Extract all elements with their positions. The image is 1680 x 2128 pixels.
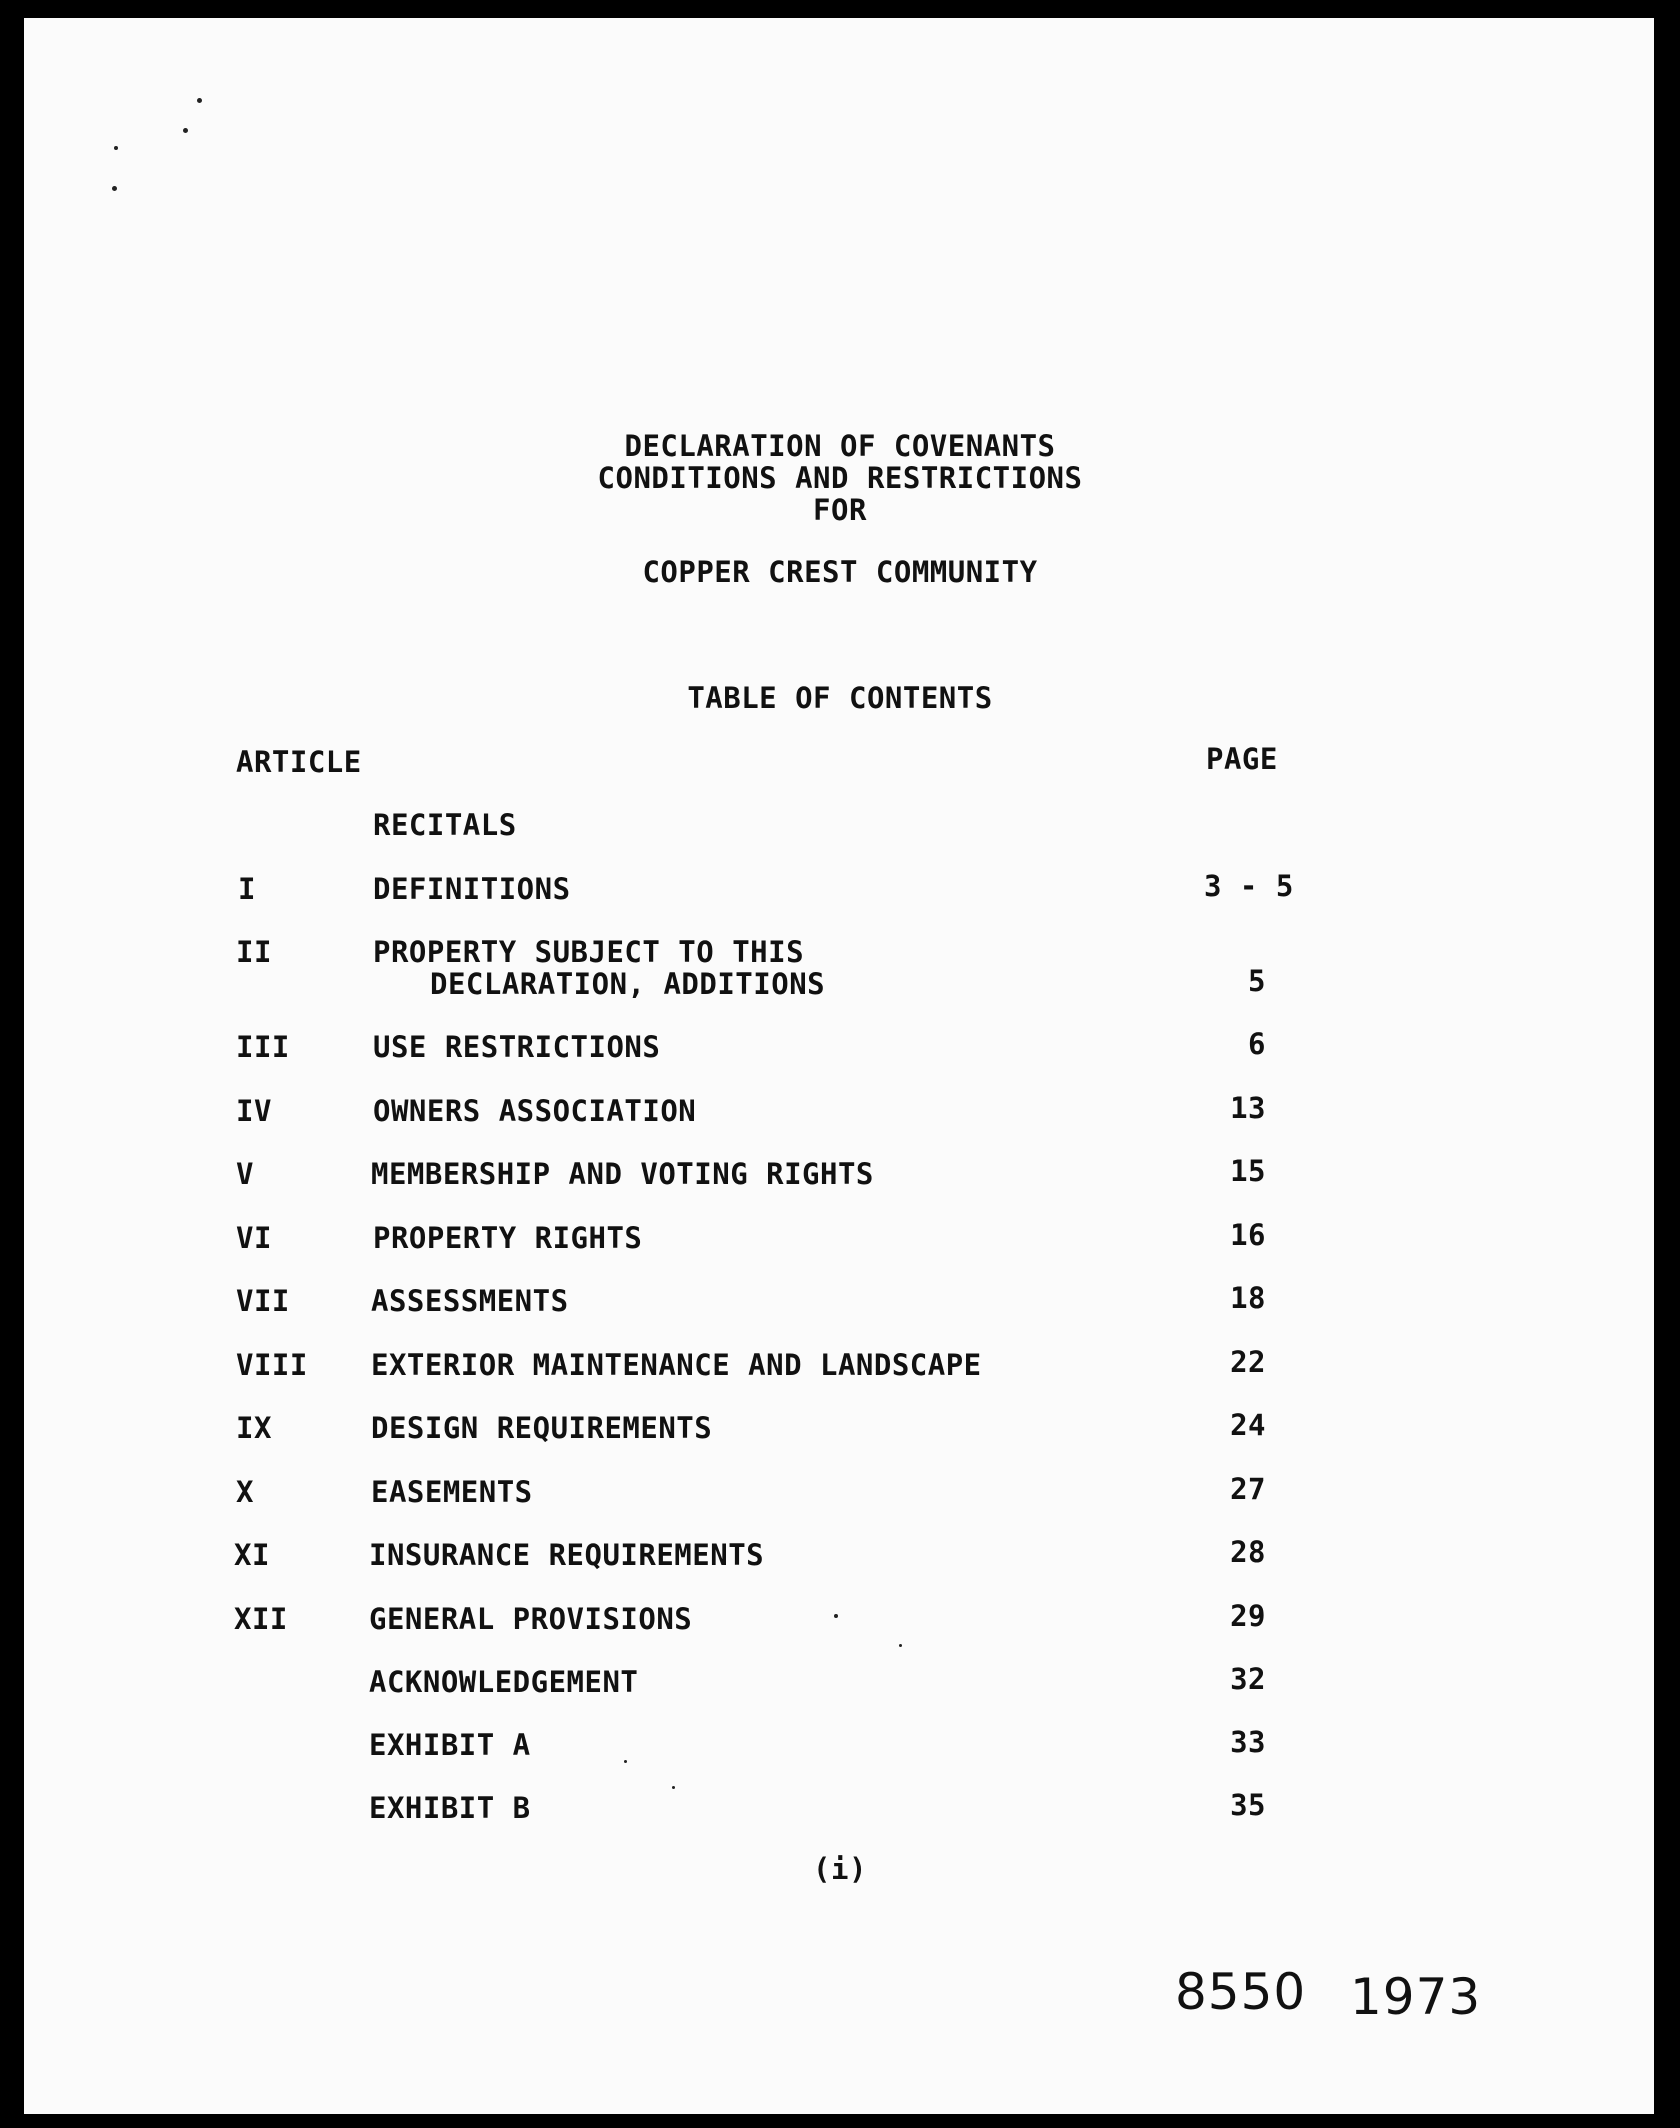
toc-entry-title: DESIGN REQUIREMENTS <box>371 1411 713 1445</box>
toc-entry-title: DEFINITIONS <box>373 872 571 906</box>
toc-entry-page: 29 <box>1230 1599 1266 1633</box>
toc-entry-page: 32 <box>1230 1662 1266 1696</box>
toc-entry-page: 22 <box>1230 1345 1266 1379</box>
toc-entry-title: EXHIBIT B <box>369 1791 531 1825</box>
toc-entry-article: IV <box>236 1094 272 1128</box>
toc-entry-title: PROPERTY RIGHTS <box>373 1221 643 1255</box>
toc-entry-title: PROPERTY SUBJECT TO THIS <box>373 935 805 969</box>
toc-entry-title: ASSESSMENTS <box>371 1284 569 1318</box>
toc-entry-title: ACKNOWLEDGEMENT <box>369 1665 639 1699</box>
toc-entry-page: 13 <box>1230 1091 1266 1125</box>
scan-speck <box>672 1786 675 1789</box>
toc-entry-page: 15 <box>1230 1154 1266 1188</box>
toc-entry-title: GENERAL PROVISIONS <box>369 1602 693 1636</box>
toc-entry-page: 16 <box>1230 1218 1266 1252</box>
toc-entry-article: XI <box>234 1538 270 1572</box>
stamp-number-right: 1973 <box>1350 1968 1482 2026</box>
toc-entry-article: III <box>236 1030 290 1064</box>
toc-entry-title: RECITALS <box>373 808 517 842</box>
toc-entry-title: INSURANCE REQUIREMENTS <box>369 1538 765 1572</box>
toc-entry-page: 6 <box>1248 1027 1266 1061</box>
toc-entry-title: EXHIBIT A <box>369 1728 531 1762</box>
community-name: COPPER CREST COMMUNITY <box>642 555 1038 589</box>
toc-entry-title: USE RESTRICTIONS <box>373 1030 661 1064</box>
toc-entry-article: XII <box>234 1602 288 1636</box>
column-header-page: PAGE <box>1206 742 1278 776</box>
toc-entry-article: VI <box>236 1221 272 1255</box>
toc-entry-title: MEMBERSHIP AND VOTING RIGHTS <box>371 1157 874 1191</box>
scan-speck <box>114 146 118 150</box>
toc-entry-article: I <box>238 872 256 906</box>
title-line-1: DECLARATION OF COVENANTS <box>624 429 1056 463</box>
toc-entry-page: 33 <box>1230 1725 1266 1759</box>
scan-speck <box>624 1760 627 1763</box>
toc-entry-page: 24 <box>1230 1408 1266 1442</box>
toc-entry-title: OWNERS ASSOCIATION <box>373 1094 697 1128</box>
toc-entry-article: VII <box>236 1284 290 1318</box>
toc-entry-title: EASEMENTS <box>371 1475 533 1509</box>
page-number: (i) <box>813 1852 867 1886</box>
toc-entry-title-continued: DECLARATION, ADDITIONS <box>430 967 826 1001</box>
toc-entry-article: VIII <box>236 1348 308 1382</box>
toc-heading: TABLE OF CONTENTS <box>687 681 993 715</box>
toc-entry-page: 18 <box>1230 1281 1266 1315</box>
scan-speck <box>197 98 202 103</box>
paper-sheet <box>24 18 1654 2114</box>
toc-entry-article: II <box>236 935 272 969</box>
scan-speck <box>112 186 117 191</box>
scan-speck <box>899 1644 902 1647</box>
toc-entry-page: 27 <box>1230 1472 1266 1506</box>
toc-entry-article: V <box>236 1157 254 1191</box>
toc-entry-page: 5 <box>1248 964 1266 998</box>
title-line-3: FOR <box>813 493 867 527</box>
toc-entry-title: EXTERIOR MAINTENANCE AND LANDSCAPE <box>371 1348 982 1382</box>
toc-entry-page: 3 - 5 <box>1204 869 1294 903</box>
scan-speck <box>834 1614 838 1618</box>
column-header-article: ARTICLE <box>236 745 362 779</box>
toc-entry-article: X <box>236 1475 254 1509</box>
toc-entry-page: 35 <box>1230 1788 1266 1822</box>
toc-entry-page: 28 <box>1230 1535 1266 1569</box>
stamp-number-left: 8550 <box>1175 1963 1307 2021</box>
title-line-2: CONDITIONS AND RESTRICTIONS <box>597 461 1083 495</box>
toc-entry-article: IX <box>236 1411 272 1445</box>
scan-speck <box>183 128 188 133</box>
